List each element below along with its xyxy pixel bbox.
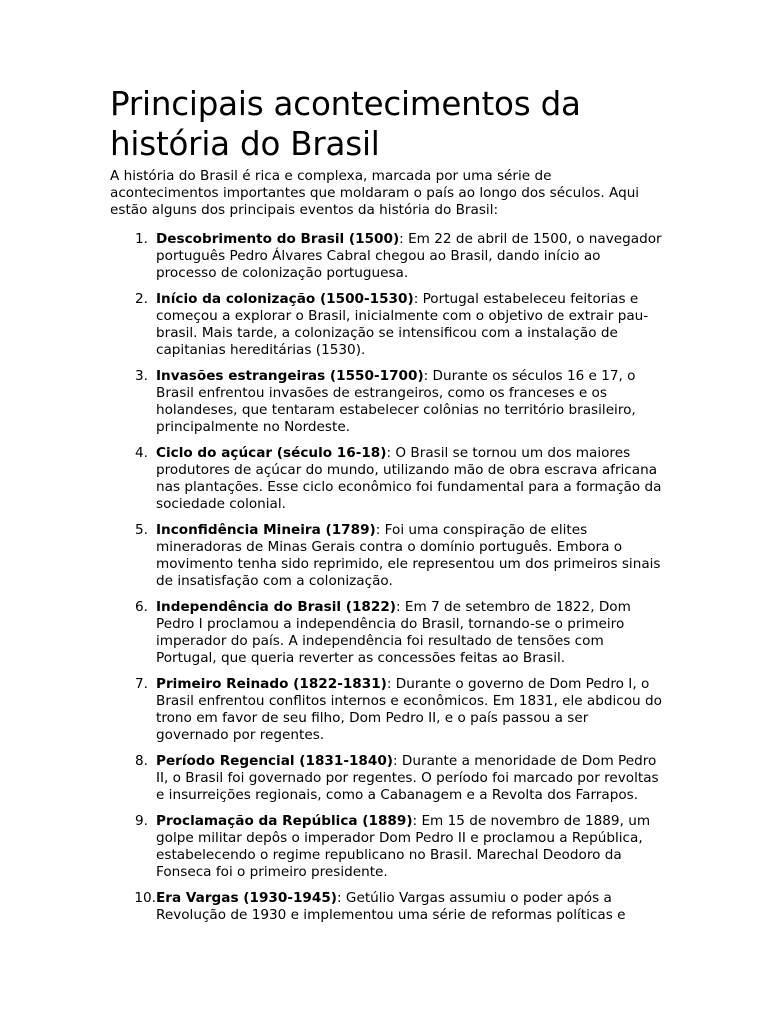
list-number: 7. (135, 676, 148, 692)
list-item (110, 676, 662, 744)
list-item (110, 522, 662, 590)
event-title: Invasões estrangeiras (1550-1700) (156, 368, 424, 384)
list-number: 2. (135, 291, 148, 307)
event-text: : Portugal estabeleceu feitorias e começou a explorar o Brasil, inicialmente com o objetivo de extrair pau-brasil. Mais tarde, a colonização se intensificou com a instalação de capitanias hereditárias (1530). (156, 291, 649, 358)
event-text: : Foi uma conspiração de elites mineradoras de Minas Gerais contra o domínio português. Embora o movimento tenha sido reprimido, ele representou um dos primeiros sinais de insatisfação com a colonização. (156, 522, 661, 589)
event-title: Primeiro Reinado (1822-1831) (156, 676, 387, 692)
event-title: Período Regencial (1831-1840) (156, 753, 394, 769)
event-text: : O Brasil se tornou um dos maiores produtores de açúcar do mundo, utilizando mão de obra escrava africana nas plantações. Esse ciclo econômico foi fundamental para a formação da sociedade colonial. (156, 445, 662, 512)
event-text: : Durante a menoridade de Dom Pedro II, o Brasil foi governado por regentes. O período foi marcado por revoltas e insurreições regionais, como a Cabanagem e a Revolta dos Farrapos. (156, 753, 659, 803)
event-title: Independência do Brasil (1822) (156, 599, 397, 615)
event-text: : Durante os séculos 16 e 17, o Brasil enfrentou invasões de estrangeiros, como os franceses e os holandeses, que tentaram estabelecer colônias no território brasileiro, principalmente no Nordeste. (156, 368, 636, 435)
list-item (110, 753, 662, 804)
list-number: 3. (135, 368, 148, 384)
list-number: 9. (135, 813, 148, 829)
page-title: Principais acontecimentos da história do Brasil (110, 85, 581, 163)
list-item (110, 813, 662, 881)
events-list (110, 231, 662, 924)
event-text: : Em 7 de setembro de 1822, Dom Pedro I proclamou a independência do Brasil, tornando-se o primeiro imperador do país. A independência foi resultado de tensões com Portugal, que queria reverter as concessões feitas ao Brasil. (156, 599, 631, 666)
list-number: 1. (135, 231, 148, 247)
list-number: 10. (134, 890, 156, 906)
event-title: Início da colonização (1500-1530) (156, 291, 414, 307)
list-item (110, 445, 662, 513)
document-page (110, 84, 662, 933)
event-text: : Em 15 de novembro de 1889, um golpe militar depôs o imperador Dom Pedro II e proclamou a República, estabelecendo o regime republicano no Brasil. Marechal Deodoro da Fonseca foi o primeiro presidente. (156, 813, 651, 880)
event-title: Proclamação da República (1889) (156, 813, 413, 829)
list-number: 5. (135, 522, 148, 538)
event-title: Descobrimento do Brasil (1500) (156, 231, 400, 247)
event-text: : Getúlio Vargas assumiu o poder após a Revolução de 1930 e implementou uma série de reformas políticas e (156, 890, 626, 923)
list-item (110, 890, 662, 924)
list-item (110, 599, 662, 667)
intro-paragraph: A história do Brasil é rica e complexa, marcada por uma série de acontecimentos importantes que moldaram o país ao longo dos séculos. Aqui estão alguns dos principais eventos da história do Brasil: (110, 168, 640, 218)
event-text: : Durante o governo de Dom Pedro I, o Brasil enfrentou conflitos internos e econômicos. Em 1831, ele abdicou do trono em favor de seu filho, Dom Pedro II, e o país passou a ser governado por regentes. (156, 676, 662, 743)
list-item (110, 368, 662, 436)
list-number: 6. (135, 599, 148, 615)
list-number: 8. (135, 753, 148, 769)
list-item (110, 231, 662, 282)
event-title: Inconfidência Mineira (1789) (156, 522, 376, 538)
list-item (110, 291, 662, 359)
event-text: : Em 22 de abril de 1500, o navegador português Pedro Álvares Cabral chegou ao Brasil, dando início ao processo de colonização portuguesa. (156, 231, 662, 281)
list-number: 4. (135, 445, 148, 461)
event-title: Ciclo do açúcar (século 16-18) (156, 445, 387, 461)
event-title: Era Vargas (1930-1945) (156, 890, 338, 906)
